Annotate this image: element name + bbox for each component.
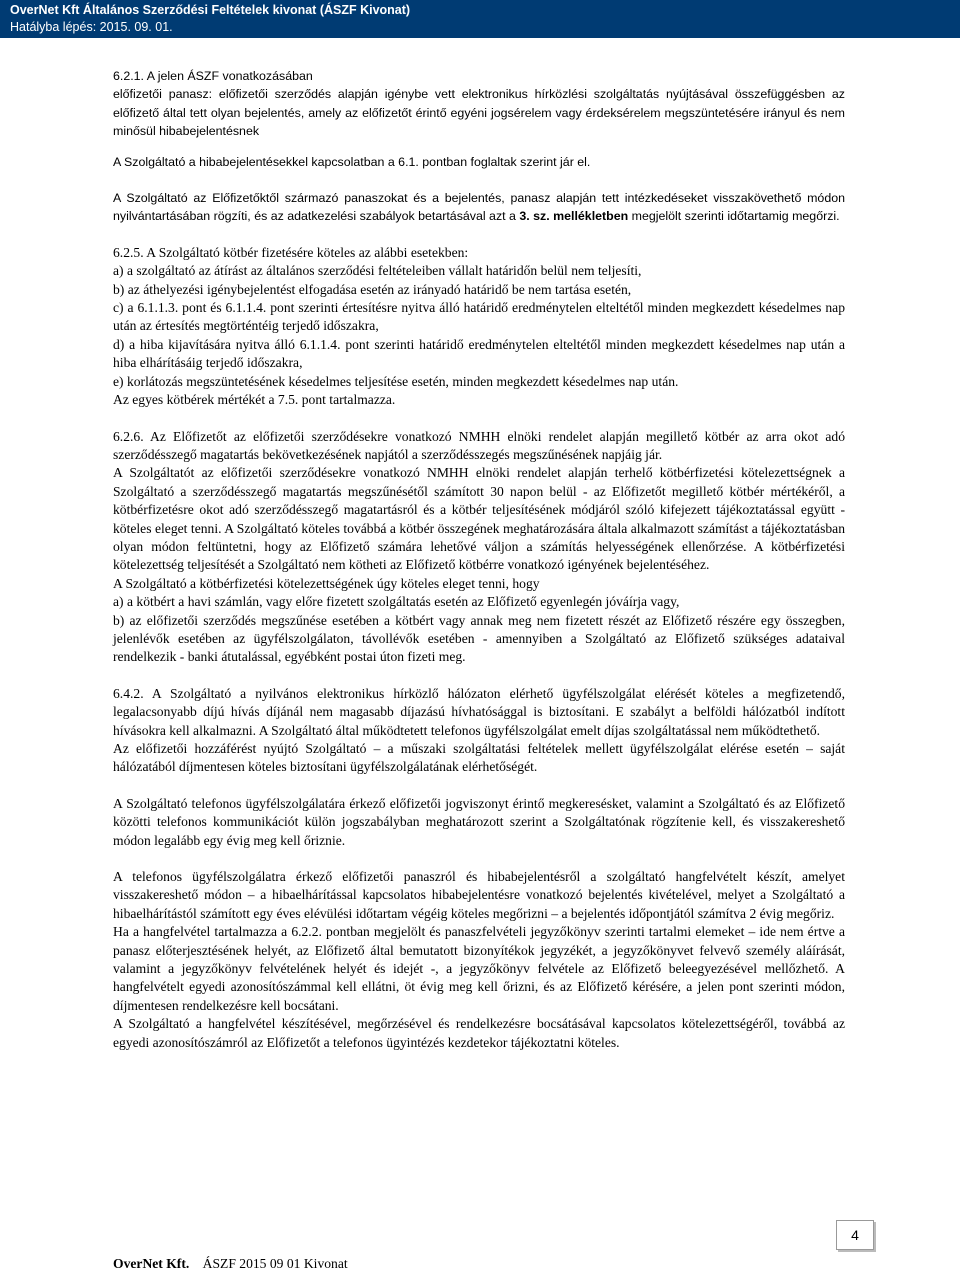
penalty-payment-method-b: b) az előfizetői szerződés megszűnése esetében a kötbért vagy annak meg nem fizetett részét az Előfizető részére egy összegben, jelenlévők esetében az ügyfélszolgálaton, távollévők esetében - amennyiben a Szolgáltató az Előfizető szükséges adataival rendelkezik - banki átutalással, egyébként postai úton fizeti meg.	[113, 612, 845, 665]
section-6-4-2-paragraph: 6.4.2. A Szolgáltató a nyilvános elektronikus hírközlő hálózaton elérhető ügyfélszolgálat elérését köteles a megfizetendő, legalacsonyabb díjú hívás díjánál nem magasabb díjazású hívhatósággal is biztosítani. E szabályt a belföldi hálózatból indított hívásokra kell alkalmazni. A Szolgáltató által működtetett telefonos ügyfélszolgálat emelt díjas szolgáltatással nem működtethető.	[113, 685, 845, 738]
penalty-case-d: d) a hiba kijavítására nyitva álló 6.1.1.4. pont szerinti határidő eredménytelen elteltétől minden megkezdett késedelmes nap után a hiba elhárításáig terjedő időszakra,	[113, 336, 845, 371]
penalty-amount-note: Az egyes kötbérek mértékét a 7.5. pont tartalmazza.	[113, 392, 396, 408]
penalty-case-c: c) a 6.1.1.3. pont és 6.1.1.4. pont szerinti értesítésre nyitva álló határidő eredménytelen elteltétől minden megkezdett késedelmes nap után az értesítés megtörténtéig terjedő időszakra,	[113, 300, 845, 334]
call-recording-paragraph: A Szolgáltató telefonos ügyfélszolgálatára érkező előfizetői jogviszonyt érintő megkeresésket, valamint a Szolgáltató és az Előfizető közötti telefonos kommunikációt külön jogszabályban meghatározott szerint a Szolgáltatónak rögzítenie kell, és visszakereshető módon legalább egy évig meg kell őriznie.	[113, 795, 845, 848]
header-effective-date: Hatályba lépés: 2015. 09. 01.	[10, 20, 173, 34]
free-access-paragraph: Az előfizetői hozzáférést nyújtó Szolgáltató – a műszaki szolgáltatási feltételek mellett ügyfélszolgálat elérése esetén – saját hálózatából díjmentesen köteles biztosítani ügyfélszolgálatának elérhetőségét.	[113, 741, 845, 775]
section-6-2-1-heading: 6.2.1. A jelen ÁSZF vonatkozásában	[113, 69, 313, 83]
document-body	[113, 67, 845, 1052]
recording-notice-paragraph: A Szolgáltató a hangfelvétel készítésével, megőrzésével és rendelkezésre bocsátásával kapcsolatos kötelezettségéről, továbbá az egyedi azonosítószámról az Előfizetőt a telefonos ügyintézés kezdetekor tájékoztatni köteles.	[113, 1016, 845, 1050]
penalty-case-e: e) korlátozás megszüntetésének késedelmes teljesítése esetén, minden megkezdett késedelmes nap után.	[113, 373, 679, 389]
penalty-case-b: b) az áthelyezési igénybejelentést elfogadása esetén az irányadó határidő be nem tartása esetén,	[113, 281, 632, 297]
section-6-2-6-paragraph: 6.2.6. Az Előfizetőt az előfizetői szerződésekre vonatkozó NMHH elnöki rendelet alapján megillető kötbér az arra okot adó szerződésszegő magatartás bekövetkezésének napjától a szerződésszegés megszűnésének napjáig jár.	[113, 428, 845, 462]
penalty-payment-method-a: a) a kötbért a havi számlán, vagy előre fizetett szolgáltatás esetén az Előfizető egyenlegén jóváírja vagy,	[113, 594, 680, 610]
fault-report-note: A Szolgáltató a hibabejelentésekkel kapcsolatban a 6.1. pontban foglaltak szerint jár el.	[113, 154, 591, 169]
page-number: 4	[851, 1227, 859, 1243]
document-header	[0, 0, 960, 38]
header-title: OverNet Kft Általános Szerződési Feltételek kivonat (ÁSZF Kivonat)	[10, 3, 411, 17]
footer-company: OverNet Kft.	[113, 1256, 190, 1271]
complaint-definition: előfizetői panasz: előfizetői szerződés alapján igénybe vett elektronikus hírközlési szolgáltatás nyújtásával összefüggésben az előfizető által tett olyan bejelentés, amely az előfizetőt érintő egyéni jogsérelem vagy érdeksérelem megszüntetésére irányul és nem minősül hibabejelentésnek	[113, 87, 845, 139]
footer-doc-name: ÁSZF 2015 09 01 Kivonat	[202, 1256, 348, 1271]
penalty-payment-obligation: A Szolgáltatót az előfizetői szerződésekre vonatkozó NMHH elnöki rendelet alapján terhelő kötbérfizetési kötelezettségnek a Szolgáltató a szerződésszegő magatartás megszűnésétől számított 30 napon belül - az Előfizetőt megillető kötbér mértékéről, a kötbérfizetésre okot adó szerződésszegő magatartásról és a kötbér teljesítésének módjáról szóló kifejezett tájékoztatással együtt - köteles eleget tenni. A Szolgáltató köteles továbbá a kötbér összegének meghatározására általa alkalmazott számítást a tájékoztatásban olyan módon feltüntetni, hogy az Előfizető számára lehetővé váljon a számítás helyességének ellenőrzése. A kötbérfizetési kötelezettség teljesítését a Szolgáltató nem kötheti az Előfizető kötbérre vonatkozó igényének bejelentéséhez.	[113, 465, 845, 573]
recording-protocol-paragraph: Ha a hangfelvétel tartalmazza a 6.2.2. pontban megjelölt és panaszfelvételi jegyzőkönyv szerinti tartalmi elemeket – ide nem értve a panasz előterjesztésének helyét, az Előfizető által bemutatott bizonyítékok jegyzékét, a jegyzőkönyvet felvevő személy aláírását, valamint a jegyzőkönyv felvételének helyét és idejét -, a jegyzőkönyv felvétele az Előfizető beleegyezésével mellőzhető. A hangfelvételt egyedi azonosítószámmal kell ellátni, öt évig meg kell őrizni, és az Előfizető kérésére, a jelen pont szerinti módon, díjmentesen rendelkezésre kell bocsátani.	[113, 924, 845, 1013]
document-footer	[113, 1256, 348, 1272]
page-number-box	[836, 1220, 874, 1250]
section-6-2-5-heading: 6.2.5. A Szolgáltató kötbér fizetésére köteles az alábbi esetekben:	[113, 244, 469, 260]
complaint-record-paragraph: A Szolgáltató az Előfizetőktől származó panaszokat és a bejelentés, panasz alapján tett intézkedéseket visszakövethető módon nyilvántartásában rögzíti, és az adatkezelési szabályok betartásával azt a 3. sz. mellékletben megjelölt szerinti időtartamig megőrzi.	[113, 191, 845, 224]
penalty-payment-method-intro: A Szolgáltató a kötbérfizetési kötelezettségének úgy köteles eleget tenni, hogy	[113, 575, 540, 591]
voice-recording-paragraph: A telefonos ügyfélszolgálatra érkező előfizetői panaszról és hibabejelentésről a szolgáltató hangfelvételt készít, amelyet visszakereshető módon – a hibaelhárítással kapcsolatos hibabejelentésre vonatkozó bejelentés kivételével, melyet a Szolgáltató a hibaelhárítástól számított egy éves elévülési időtartam végéig köteles megőrizni – a bejelentés időpontjától számítva 2 évig megőriz.	[113, 869, 845, 921]
penalty-case-a: a) a szolgáltató az átírást az általános szerződési feltételeiben vállalt határidőn belül nem teljesíti,	[113, 263, 642, 279]
